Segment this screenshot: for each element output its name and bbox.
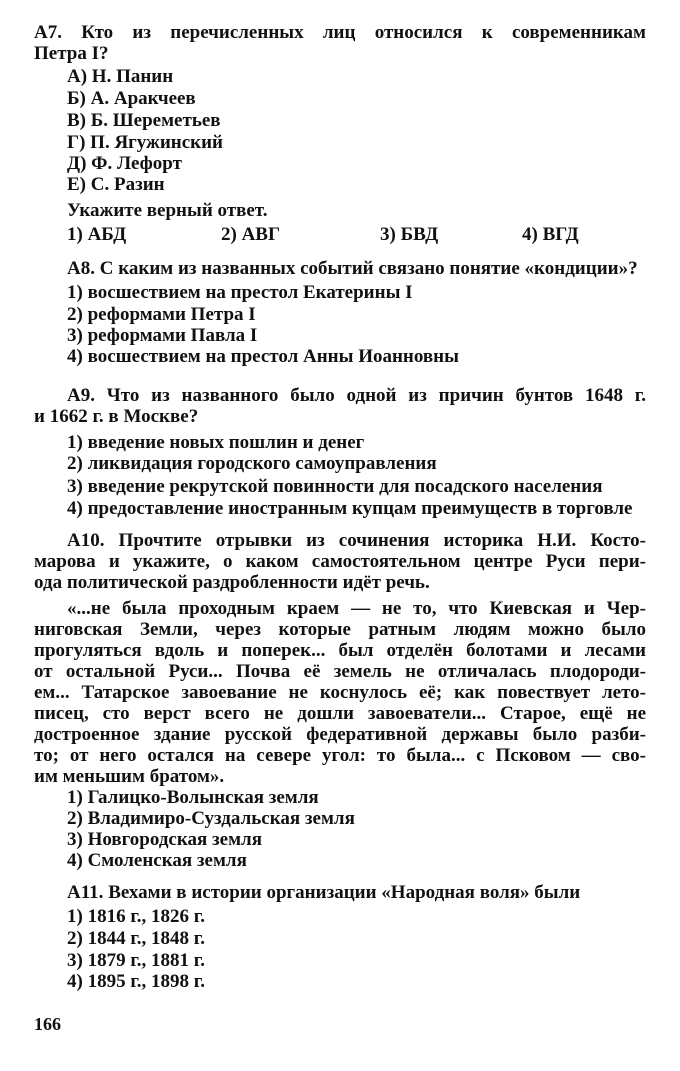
a9-option-3: 3) введение рекрутской повинности для посадского населения [67,476,603,497]
question-a7-line1: А7. Кто из перечисленных лиц относился к современникам [34,22,647,43]
a8-option-1: 1) восшествием на престол Екатерины I [67,282,413,303]
a10-quote-line: то; от него остался на севере угол: то была... с Псковом — сво- [34,745,646,766]
question-a8: А8. С каким из названных событий связано понятие «кондиции»? [67,258,638,279]
a7-option-6: Е) С. Разин [67,174,165,195]
a11-option-2: 2) 1844 г., 1848 г. [67,928,206,949]
a9-option-1: 1) введение новых пошлин и денег [67,432,365,453]
question-a10-line3: ода политической раздробленности идёт речь. [34,572,430,593]
a10-quote-line: от остальной Руси... Почва её земель не отличалась плодороди- [34,661,646,682]
a10-quote-line: ем... Татарское завоевание не коснулось её; как повествует лето- [34,682,646,703]
question-a9-line1: А9. Что из названного было одной из причин бунтов 1648 г. [67,385,647,406]
a7-option-4: Г) П. Ягужинский [67,132,223,153]
page-number: 166 [34,1014,61,1034]
question-a7-line2: Петра I? [34,43,109,64]
a11-option-3: 3) 1879 г., 1881 г. [67,950,206,971]
a7-answer-1: 1) АБД [67,224,127,245]
a11-option-1: 1) 1816 г., 1826 г. [67,906,206,927]
a10-option-2: 2) Владимиро-Суздальская земля [67,808,355,829]
a7-option-5: Д) Ф. Лефорт [67,153,182,174]
a10-option-1: 1) Галицко-Волынская земля [67,787,319,808]
a7-instruction: Укажите верный ответ. [67,200,268,221]
a7-answer-3: 3) БВД [380,224,439,245]
a10-quote-line: прогуляться вдоль и поперек... был отделён болотами и лесами [34,640,646,661]
a10-quote-line: ниговская Земли, через которые ратным людям можно было [34,619,646,640]
a7-option-3: В) Б. Шереметьев [67,110,221,131]
a9-option-2: 2) ликвидация городского самоуправления [67,453,437,474]
a8-option-4: 4) восшествием на престол Анны Иоанновны [67,346,459,367]
a10-quote-line: «...не была проходным краем — не то, что Киевская и Чер- [67,598,646,619]
a10-quote-line: достроенное здание русской федеративной державы было разби- [34,724,646,745]
a8-option-3: 3) реформами Павла I [67,325,258,346]
a8-option-2: 2) реформами Петра I [67,304,256,325]
a10-option-4: 4) Смоленская земля [67,850,247,871]
a9-option-4: 4) предоставление иностранным купцам преимуществ в торговле [67,498,633,519]
a11-option-4: 4) 1895 г., 1898 г. [67,971,206,992]
a7-answer-2: 2) АВГ [221,224,281,245]
question-a10-line2: марова и укажите, о каком самостоятельном центре Руси пери- [34,551,646,572]
question-a9-line2: и 1662 г. в Москве? [34,406,199,427]
question-a10-line1: А10. Прочтите отрывки из сочинения историка Н.И. Косто- [67,530,646,551]
a10-quote-line: писец, сто верст всего не дошли завоеватели... Старое, ещё не [34,703,646,724]
a7-option-1: А) Н. Панин [67,66,174,87]
a10-quote-line: им меньшим братом». [34,766,225,787]
question-a11: А11. Вехами в истории организации «Народная воля» были [67,882,581,903]
a10-option-3: 3) Новгородская земля [67,829,263,850]
a7-answer-4: 4) ВГД [522,224,579,245]
a7-option-2: Б) А. Аракчеев [67,88,196,109]
